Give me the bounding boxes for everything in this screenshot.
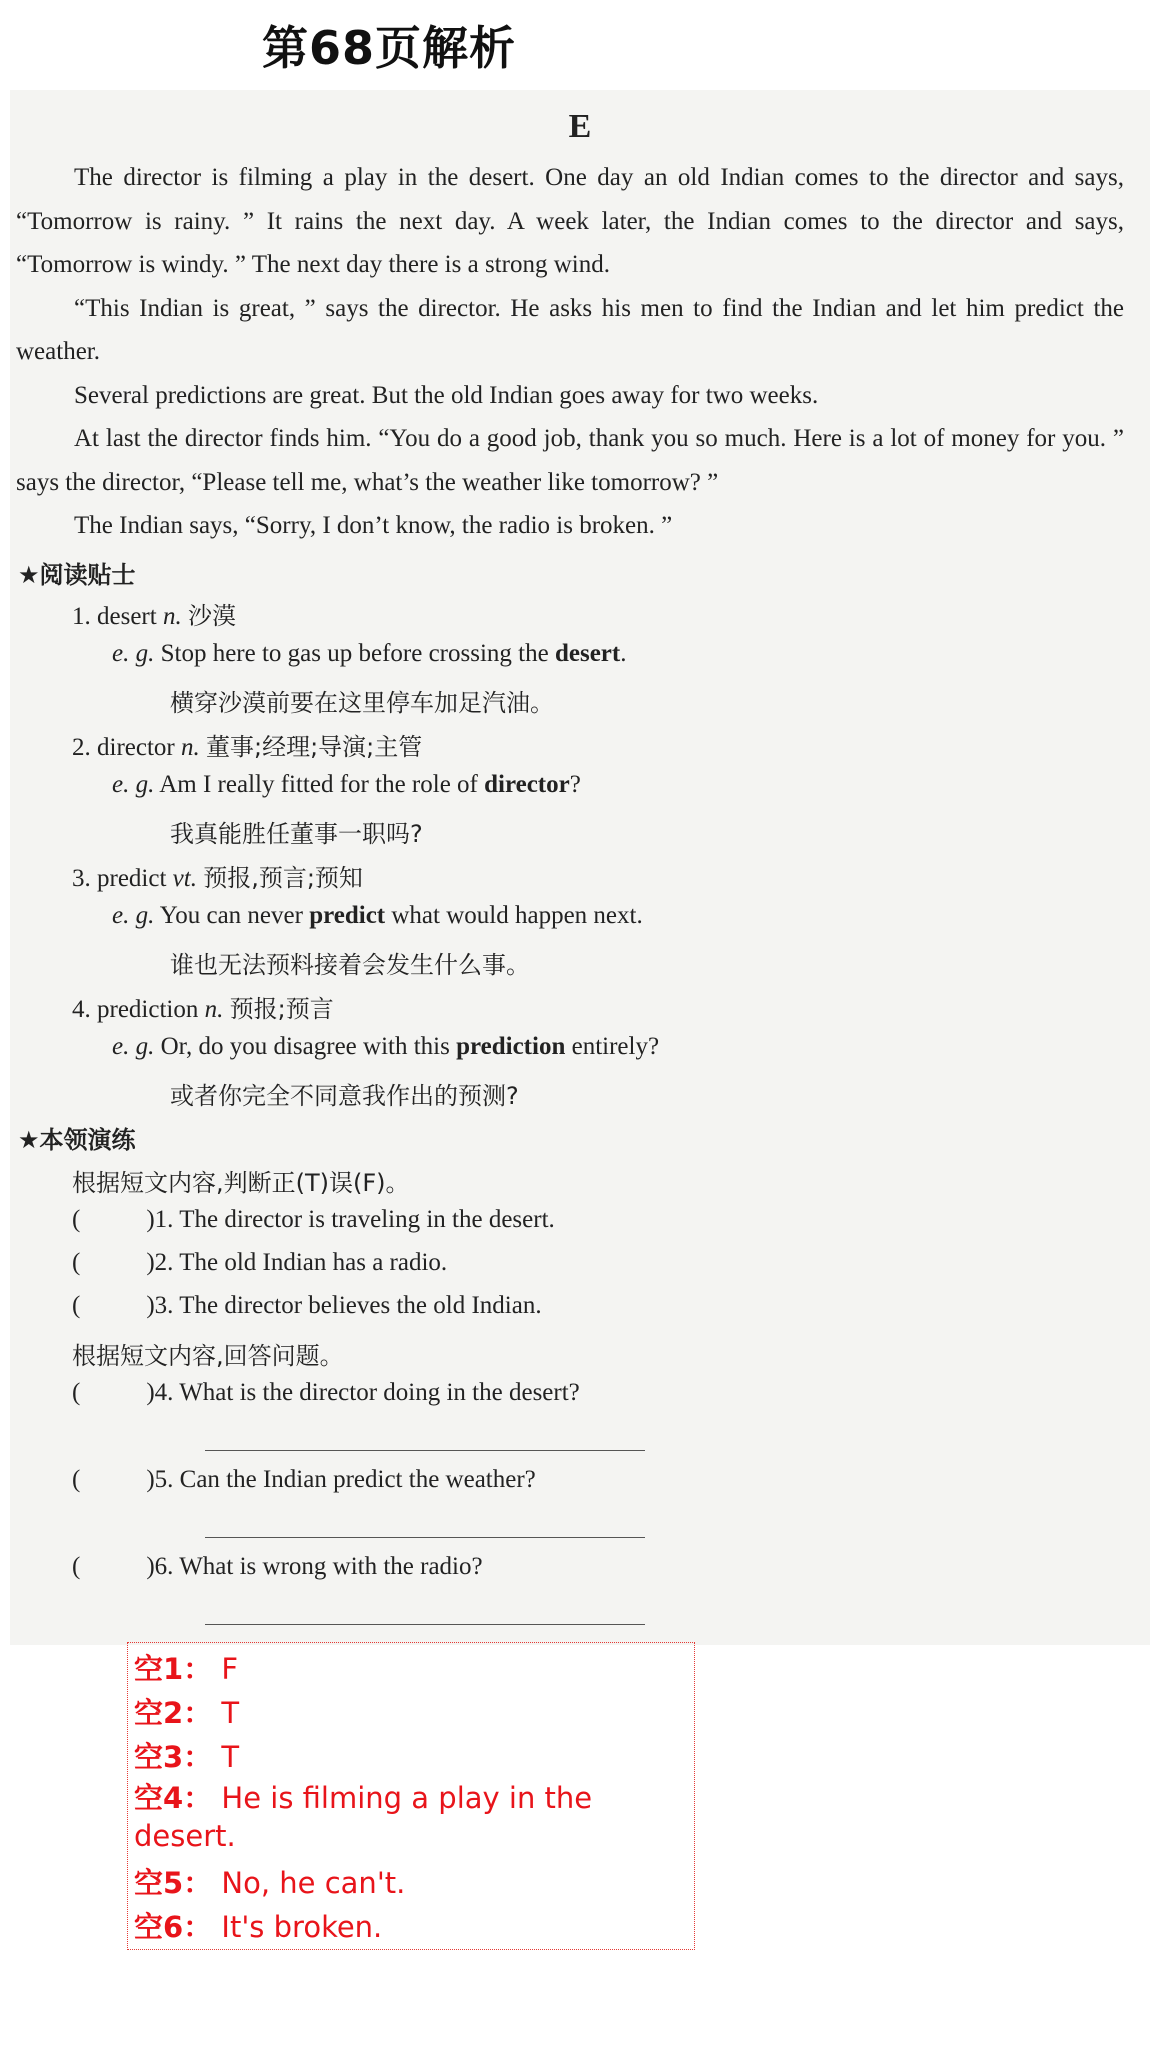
answer-blank-line[interactable] (205, 1537, 645, 1538)
question-row: ( )4. What is the director doing in the desert? (72, 1379, 580, 1406)
answer-row: 空2： T (134, 1696, 240, 1730)
tip-example: e. g. Am I really fitted for the role of director? (112, 771, 581, 798)
tip-word-line: 2. director n. 董事;经理;导演;主管 (72, 733, 423, 761)
question-row: ( )6. What is wrong with the radio? (72, 1553, 483, 1580)
practice-heading: ★本领演练 (18, 1126, 136, 1154)
tip-word-line: 3. predict vt. 预报,预言;预知 (72, 864, 363, 892)
instruction-tf: 根据短文内容,判断正(T)误(F)。 (72, 1169, 410, 1197)
passage-paragraph: “This Indian is great, ” says the director. He asks his men to find the Indian and let him predict the weather. (16, 294, 1124, 365)
section-letter: E (568, 108, 592, 145)
tip-word-line: 4. prediction n. 预报;预言 (72, 995, 334, 1023)
passage-paragraph: Several predictions are great. But the old Indian goes away for two weeks. (74, 381, 819, 409)
tip-example: e. g. You can never predict what would happen next. (112, 902, 643, 929)
tip-translation: 或者你完全不同意我作出的预测? (170, 1082, 519, 1110)
answer-row: 空3： T (134, 1740, 240, 1774)
tip-translation: 谁也无法预料接着会发生什么事。 (170, 951, 530, 979)
scanned-page (10, 90, 1150, 1645)
page-title: 第68页解析 (262, 21, 517, 75)
answer-blank-line[interactable] (205, 1624, 645, 1625)
question-row: ( )5. Can the Indian predict the weather? (72, 1466, 536, 1493)
tip-translation: 横穿沙漠前要在这里停车加足汽油。 (170, 689, 554, 717)
answer-row: 空1： F (134, 1652, 239, 1686)
reading-passage (16, 156, 1124, 548)
answer-row: 空6： It's broken. (134, 1910, 383, 1944)
answer-box (127, 1642, 695, 1950)
answer-row: 空5： No, he can't. (134, 1866, 406, 1900)
tip-word-line: 1. desert n. 沙漠 (72, 602, 236, 630)
question-row: ( )2. The old Indian has a radio. (72, 1249, 448, 1276)
question-row: ( )3. The director believes the old Indian. (72, 1292, 542, 1319)
answer-row: 空4： He is filming a play in the desert. (134, 1781, 593, 1853)
tip-example: e. g. Or, do you disagree with this prediction entirely? (112, 1033, 660, 1060)
passage-paragraph: At last the director finds him. “You do a good job, thank you so much. Here is a lot of money for you. ” says the director, “Please tell me, what’s the weather like tomorrow? ” (16, 425, 1124, 496)
passage-paragraph: The director is filming a play in the desert. One day an old Indian comes to the director and says, “Tomorrow is rainy. ” It rains the next day. A week later, the Indian comes to the director and says, “Tomorrow is windy. ” The next day there is a strong wind. (16, 164, 1124, 278)
tip-example: e. g. Stop here to gas up before crossing the desert. (112, 640, 627, 667)
question-row: ( )1. The director is traveling in the desert. (72, 1206, 555, 1233)
instruction-qa: 根据短文内容,回答问题。 (72, 1342, 344, 1370)
tips-heading: ★阅读贴士 (18, 561, 136, 589)
answer-blank-line[interactable] (205, 1450, 645, 1451)
passage-paragraph: The Indian says, “Sorry, I don’t know, the radio is broken. ” (74, 512, 673, 539)
tip-translation: 我真能胜任董事一职吗? (170, 820, 423, 848)
